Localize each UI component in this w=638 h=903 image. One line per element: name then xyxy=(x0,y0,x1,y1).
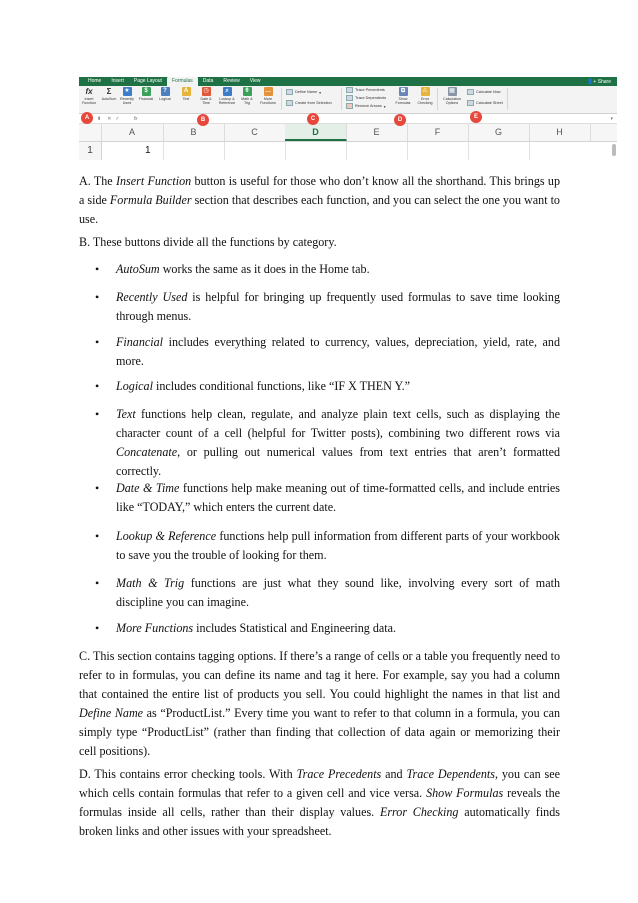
grid-divider xyxy=(285,142,286,160)
bullet-glyph: • xyxy=(95,290,100,304)
logical-button[interactable]: ? Logical xyxy=(159,88,171,101)
column-header[interactable]: E xyxy=(346,124,408,141)
recently-used-button[interactable]: ★ Recently Used xyxy=(120,88,134,105)
table-icon xyxy=(286,100,293,106)
list-item-math-trig: Math & Trig functions are just what they sound like, involving every sort of math discipline you can imagine. xyxy=(116,576,560,609)
fx-icon[interactable]: fx xyxy=(133,115,138,122)
magnifier-icon: ⌕ xyxy=(223,87,232,96)
column-header-selected[interactable]: D xyxy=(285,124,347,141)
text-button[interactable]: A Text xyxy=(182,88,190,101)
column-header[interactable]: G xyxy=(468,124,530,141)
bullet-glyph: • xyxy=(95,379,100,393)
callout-marker-d: D xyxy=(394,114,406,126)
stepper-icon[interactable]: ⬍ xyxy=(97,115,102,122)
date-time-button[interactable]: ◷ Date & Time xyxy=(200,88,212,105)
group-separator xyxy=(281,88,282,110)
question-icon: ? xyxy=(161,87,170,96)
calculator-icon: ▦ xyxy=(449,88,455,94)
theta-icon: θ xyxy=(243,87,252,96)
create-from-selection-button[interactable]: Create from Selection xyxy=(286,100,332,106)
grid-divider xyxy=(163,142,164,160)
confirm-icon[interactable]: ✓ xyxy=(115,115,120,122)
column-header[interactable]: B xyxy=(163,124,225,141)
grid-divider xyxy=(468,142,469,160)
list-item-logical: Logical includes conditional functions, like “IF X THEN Y.” xyxy=(116,379,411,393)
trace-dependents-button[interactable]: Trace Dependents xyxy=(346,95,386,101)
define-name-button[interactable]: Define Name ▾ xyxy=(286,89,321,95)
column-header[interactable]: H xyxy=(529,124,591,141)
tab-home[interactable]: Home xyxy=(88,78,102,84)
column-header[interactable]: F xyxy=(407,124,469,141)
bullet-glyph: • xyxy=(95,621,100,635)
ellipsis-icon: … xyxy=(265,88,271,94)
math-trig-button[interactable]: θ Math & Trig xyxy=(241,88,253,105)
error-checking-button[interactable]: ⚠ Error Checking xyxy=(417,88,433,105)
arrow-right-icon xyxy=(346,87,353,93)
tab-insert[interactable]: Insert xyxy=(111,78,124,84)
tag-icon xyxy=(286,89,293,95)
insert-function-button[interactable]: fx Insert Function xyxy=(82,87,96,105)
list-item-financial: Financial includes everything related to currency, values, depreciation, yield, rate, and more. xyxy=(116,335,560,368)
bullet-glyph: • xyxy=(95,481,100,495)
show-formulas-button[interactable]: ⧉ Show Formulas xyxy=(395,88,411,105)
group-separator xyxy=(437,88,438,110)
paragraph-b: B. These buttons divide all the functions by category. xyxy=(79,235,337,249)
callout-marker-e: E xyxy=(470,111,482,123)
callout-marker-a: A xyxy=(81,112,93,124)
grid-row-1 xyxy=(79,142,617,160)
chevron-down-icon[interactable]: ▾ xyxy=(610,115,613,122)
paragraph-a: A. The Insert Function button is useful for those who don’t know all the shorthand. This brings up a side Formula Builder section that describes each function, and you can select the one you want to use. xyxy=(79,174,560,226)
eraser-icon xyxy=(346,103,353,109)
lookup-reference-button[interactable]: ⌕ Lookup & Reference xyxy=(218,88,236,105)
callout-marker-c: C xyxy=(307,113,319,125)
share-button[interactable]: 👤+ Share xyxy=(587,78,611,85)
star-icon: ★ xyxy=(124,88,130,94)
grid-divider xyxy=(529,142,530,160)
autosum-button[interactable]: Σ AutoSum xyxy=(101,87,117,101)
sheet-icon xyxy=(467,100,474,106)
bullet-glyph: • xyxy=(95,529,100,543)
excel-formulas-ribbon-screenshot xyxy=(79,77,617,162)
paragraph-d: D. This contains error checking tools. With Trace Precedents and Trace Dependents, you can see which cells contain formulas that refer to a given cell and vice versa. Show Formulas reveals the formulas inside all cells, rather than their display values. Error Checking automatically finds broken links and other issues with your spreadsheet. xyxy=(79,767,560,838)
grid-divider xyxy=(407,142,408,160)
bullet-glyph: • xyxy=(95,576,100,590)
chevron-down-icon: ▾ xyxy=(383,104,386,109)
cell-a1-value[interactable]: 1 xyxy=(145,145,151,156)
paragraph-c: C. This section contains tagging options. If there’s a range of cells or a table you frequently need to refer to in formulas, you can define its name and tag it here. For example, say you had a column that contained the entire list of products you sell. You could highlight the names in that list and Define Name as “ProductList.” Every time you want to refer to that column in a formula, you can simply type “ProductList” (rather than finding that collection of data again or memorizing their cell positions). xyxy=(79,649,560,758)
financial-button[interactable]: $ Financial xyxy=(138,88,154,101)
formulas-icon: ⧉ xyxy=(399,87,408,96)
column-header-row xyxy=(79,124,617,142)
fx-icon: fx xyxy=(85,87,93,96)
row-number[interactable]: 1 xyxy=(79,142,102,160)
bullet-glyph: • xyxy=(95,335,100,349)
grid-divider xyxy=(224,142,225,160)
warning-icon: ⚠ xyxy=(422,88,428,94)
list-item-autosum: AutoSum works the same as it does in the Home tab. xyxy=(116,262,370,276)
formula-bar xyxy=(79,114,617,124)
vertical-scrollbar[interactable] xyxy=(612,144,616,156)
tab-page-layout[interactable]: Page Layout xyxy=(133,78,162,84)
sigma-icon: Σ xyxy=(106,87,112,96)
person-icon: 👤+ xyxy=(587,78,598,85)
more-functions-button[interactable]: … More Functions xyxy=(260,88,276,105)
select-all-corner[interactable] xyxy=(79,124,102,141)
tab-review[interactable]: Review xyxy=(223,78,240,84)
tab-data[interactable]: Data xyxy=(202,78,214,84)
list-item-date-time: Date & Time functions help make meaning out of time-formatted cells, and include entries like “TODAY,” which enters the current date. xyxy=(116,481,560,514)
arrow-left-icon xyxy=(346,95,353,101)
ribbon-tab-bar xyxy=(79,77,617,86)
callout-marker-b: B xyxy=(197,114,209,126)
list-item-lookup-reference: Lookup & Reference functions help pull information from different parts of your workbook to save you the trouble of looking for them. xyxy=(116,529,560,562)
bullet-glyph: • xyxy=(95,407,100,421)
remove-arrows-button[interactable]: Remove Arrows ▾ xyxy=(346,103,386,109)
text-a-icon: A xyxy=(182,87,191,96)
cancel-icon[interactable]: ✕ xyxy=(107,115,112,122)
grid-divider xyxy=(346,142,347,160)
list-item-text: Text functions help clean, regulate, and analyze plain text cells, such as displaying the character count of a cell (helpful for Twitter posts), combining two different rows via Concatenate, or pulling out numerical values from text entries that aren’t formatted correctly. xyxy=(116,407,560,478)
column-header[interactable]: A xyxy=(101,124,164,141)
ribbon-formulas xyxy=(79,86,617,114)
calculate-now-button[interactable]: Calculate Now xyxy=(467,89,500,95)
calculator-icon xyxy=(467,89,474,95)
column-header[interactable]: C xyxy=(224,124,286,141)
group-separator xyxy=(341,88,342,110)
trace-precedents-button[interactable]: Trace Precedents xyxy=(346,87,385,93)
tab-view[interactable]: View xyxy=(249,78,261,84)
clock-icon: ◷ xyxy=(203,88,209,94)
group-separator xyxy=(507,88,508,110)
tab-formulas[interactable]: Formulas xyxy=(167,77,198,86)
bullet-glyph: • xyxy=(95,262,100,276)
list-item-recently-used: Recently Used is helpful for bringing up frequently used formulas to save time looking through menus. xyxy=(116,290,560,323)
list-item-more-functions: More Functions includes Statistical and Engineering data. xyxy=(116,621,396,635)
dollar-icon: $ xyxy=(142,87,151,96)
calculate-sheet-button[interactable]: Calculate Sheet xyxy=(467,100,503,106)
chevron-down-icon: ▾ xyxy=(319,90,322,95)
calculation-options-button[interactable]: ▦ Calculation Options xyxy=(443,88,461,105)
